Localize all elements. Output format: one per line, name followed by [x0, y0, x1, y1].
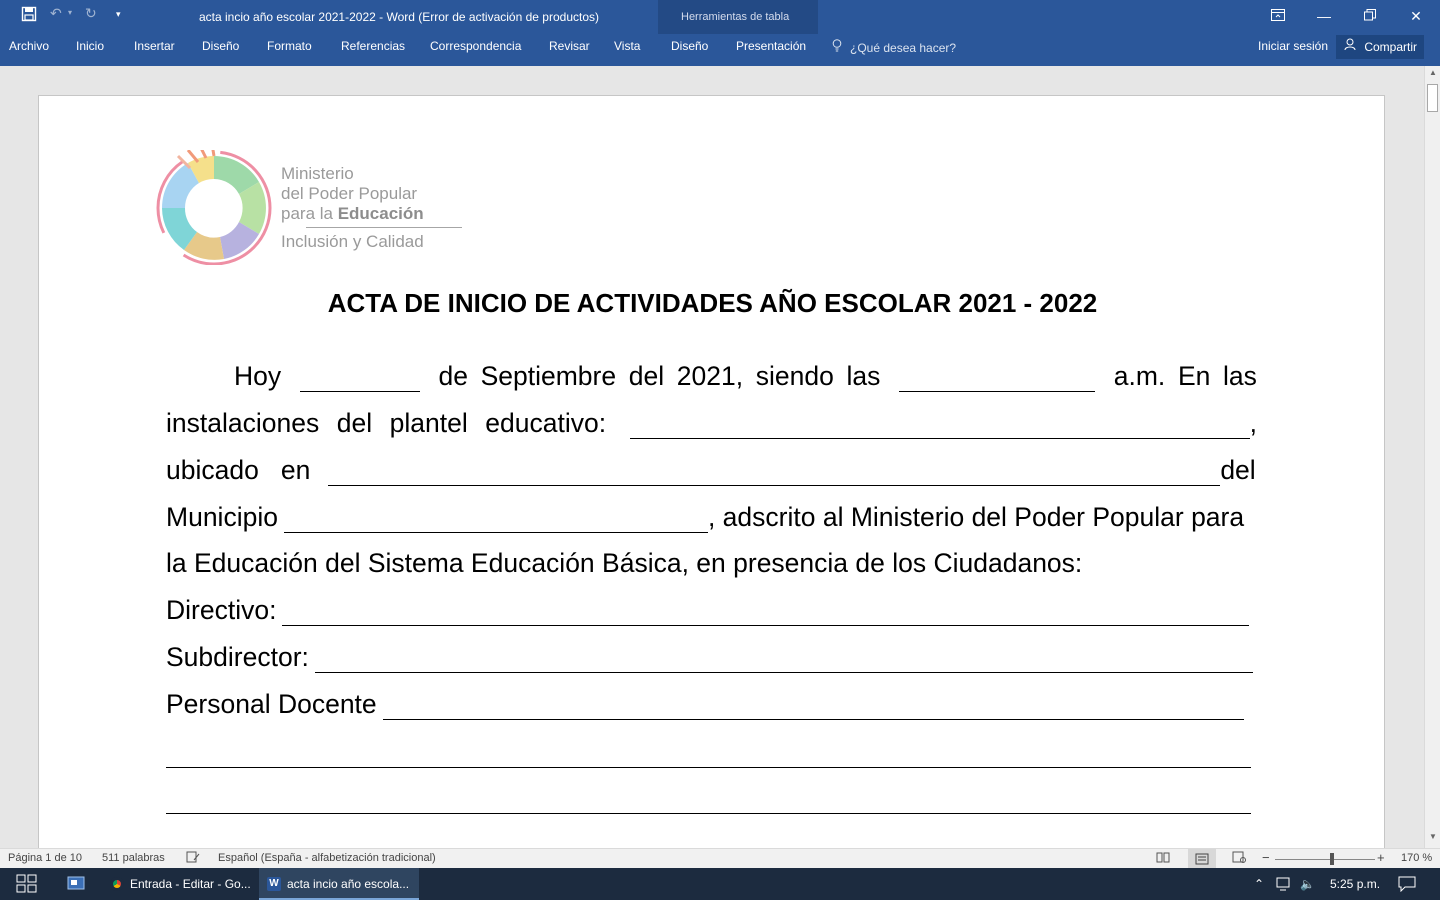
blank-directivo[interactable]	[282, 604, 1249, 626]
zoom-slider-knob[interactable]	[1330, 853, 1334, 865]
save-icon[interactable]	[21, 6, 37, 25]
tab-table-diseno[interactable]: Diseño	[671, 39, 709, 53]
directivo-line[interactable]	[166, 594, 1257, 626]
vertical-scrollbar[interactable]	[1424, 66, 1440, 848]
word: En	[1177, 361, 1211, 391]
word-count[interactable]: 511 palabras	[102, 852, 165, 864]
blank-subdirector[interactable]	[315, 651, 1253, 673]
signin-link[interactable]: Iniciar sesión	[1258, 39, 1329, 53]
scroll-thumb[interactable]	[1427, 84, 1438, 112]
document-heading[interactable]: ACTA DE INICIO DE ACTIVIDADES AÑO ESCOLAR 2021 - 2022	[327, 288, 1098, 318]
word: del	[336, 408, 373, 438]
blank-line-rule[interactable]	[166, 792, 1251, 814]
tab-presentacion[interactable]: Presentación	[736, 39, 807, 53]
word: las	[846, 361, 881, 391]
minimize-icon[interactable]: —	[1317, 8, 1331, 24]
comma: ,	[1249, 408, 1257, 438]
document-area[interactable]	[0, 66, 1424, 848]
tab-vista[interactable]: Vista	[614, 39, 641, 53]
print-layout-icon[interactable]	[1188, 849, 1216, 868]
logo-ring-icon	[154, 150, 284, 265]
language[interactable]: Español (España - alfabetización tradicional)	[218, 852, 436, 864]
word: Municipio	[166, 502, 278, 532]
blank-time[interactable]	[899, 370, 1095, 392]
word: plantel	[389, 408, 468, 438]
chevron-up-icon[interactable]: ⌃	[1254, 877, 1265, 891]
word: educativo:	[485, 408, 607, 438]
scroll-up-icon[interactable]: ▲	[1429, 68, 1437, 77]
paragraph-line-3[interactable]	[166, 454, 1257, 486]
tell-me-text: ¿Qué desea hacer?	[850, 41, 957, 55]
volume-icon[interactable]: 🔈	[1300, 877, 1315, 891]
label: Directivo:	[166, 595, 277, 625]
customize-quick-access-icon[interactable]: ▾	[116, 9, 121, 19]
logo-line-3-prefix: para la	[281, 204, 338, 223]
word: ubicado	[166, 455, 259, 485]
tab-inicio[interactable]: Inicio	[76, 39, 105, 53]
notifications-icon[interactable]	[1398, 868, 1416, 900]
word: Hoy	[234, 361, 282, 391]
user-add-icon	[1344, 40, 1360, 54]
taskbar-word[interactable]	[259, 868, 419, 900]
word: 2021,	[676, 361, 744, 391]
redo-icon[interactable]: ↻	[85, 5, 97, 21]
word: de	[438, 361, 468, 391]
paragraph-line-2[interactable]	[166, 407, 1257, 439]
logo-text	[281, 164, 424, 224]
blank-line-1[interactable]	[166, 736, 1257, 768]
zoom-out-icon[interactable]: −	[1262, 850, 1270, 865]
logo-line-3	[281, 204, 424, 224]
tab-insertar[interactable]: Insertar	[134, 39, 175, 53]
lightbulb-icon	[832, 39, 844, 55]
label: Subdirector:	[166, 642, 309, 672]
task-view-icon[interactable]	[16, 868, 38, 900]
taskbar	[0, 868, 1440, 900]
tab-archivo[interactable]: Archivo	[9, 39, 50, 53]
subdirector-line[interactable]	[166, 641, 1257, 673]
word-icon: W	[267, 877, 281, 891]
proofing-icon[interactable]	[186, 851, 200, 866]
document-title: acta incio año escolar 2021-2022 - Word (Error de activación de productos)	[199, 10, 599, 24]
word: del	[1220, 455, 1256, 485]
share-label: Compartir	[1364, 40, 1418, 54]
word: siendo	[755, 361, 834, 391]
word: instalaciones	[166, 408, 320, 438]
pinned-app-icon[interactable]	[66, 868, 86, 900]
logo-line-1: Ministerio	[281, 164, 354, 183]
blank-location[interactable]	[328, 464, 1220, 486]
tab-diseno[interactable]: Diseño	[202, 39, 240, 53]
blank-docente[interactable]	[383, 698, 1244, 720]
web-layout-icon[interactable]	[1232, 851, 1246, 866]
clock[interactable]: 5:25 p.m.	[1330, 877, 1381, 891]
docente-line[interactable]	[166, 688, 1257, 720]
text: la Educación del Sistema Educación Básica, en presencia de los Ciudadanos:	[166, 548, 1083, 578]
blank-municipio[interactable]	[284, 511, 708, 533]
label: Personal Docente	[166, 689, 377, 719]
blank-line-rule[interactable]	[166, 746, 1251, 768]
zoom-level[interactable]: 170 %	[1401, 852, 1433, 864]
word: las	[1223, 361, 1257, 391]
tab-correspondencia[interactable]: Correspondencia	[430, 39, 522, 53]
logo-divider	[306, 227, 462, 228]
read-mode-icon[interactable]	[1156, 851, 1170, 866]
tab-formato[interactable]: Formato	[267, 39, 312, 53]
paragraph-line-1[interactable]	[166, 360, 1257, 392]
share-button[interactable]	[1336, 35, 1424, 59]
taskbar-word-label: acta incio año escola...	[287, 877, 410, 891]
word: en	[280, 455, 311, 485]
restore-icon[interactable]	[1356, 5, 1384, 27]
chrome-icon	[110, 877, 124, 891]
page-count[interactable]: Página 1 de 10	[8, 852, 83, 864]
word: Septiembre	[480, 361, 617, 391]
paragraph-line-5[interactable]	[166, 547, 1257, 579]
tab-revisar[interactable]: Revisar	[549, 39, 590, 53]
logo-line-2: del Poder Popular	[281, 184, 418, 203]
zoom-in-icon[interactable]: +	[1377, 850, 1385, 865]
logo-subtitle: Inclusión y Calidad	[281, 232, 424, 251]
document-page[interactable]	[38, 95, 1385, 848]
blank-day[interactable]	[300, 370, 420, 392]
status-bar	[0, 848, 1440, 868]
title-bar	[0, 0, 1440, 34]
ribbon-tabs	[0, 34, 1440, 66]
zoom-slider[interactable]	[1275, 859, 1375, 860]
word: del	[628, 361, 665, 391]
taskbar-chrome-label: Entrada - Editar - Go...	[130, 877, 251, 891]
scroll-down-icon[interactable]: ▼	[1429, 832, 1437, 841]
logo-line-3-bold: Educación	[337, 204, 424, 223]
ministerio-logo	[154, 150, 444, 265]
taskbar-chrome[interactable]	[102, 868, 256, 900]
word: a.m.	[1113, 361, 1166, 391]
network-icon[interactable]	[1276, 868, 1294, 900]
tab-referencias[interactable]: Referencias	[341, 39, 406, 53]
blank-school[interactable]	[630, 417, 1250, 439]
table-tools-label: Herramientas de tabla	[681, 11, 790, 23]
text: , adscrito al Ministerio del Poder Popular para	[707, 502, 1245, 532]
undo-icon[interactable]: ↶	[50, 5, 62, 21]
ribbon-display-options-icon[interactable]	[1264, 5, 1292, 27]
undo-dropdown-icon[interactable]: ▾	[68, 8, 73, 17]
paragraph-line-4[interactable]	[166, 501, 1257, 533]
blank-line-2[interactable]	[166, 782, 1257, 814]
close-icon[interactable]: ✕	[1410, 8, 1422, 24]
tell-me-box[interactable]	[832, 39, 956, 55]
